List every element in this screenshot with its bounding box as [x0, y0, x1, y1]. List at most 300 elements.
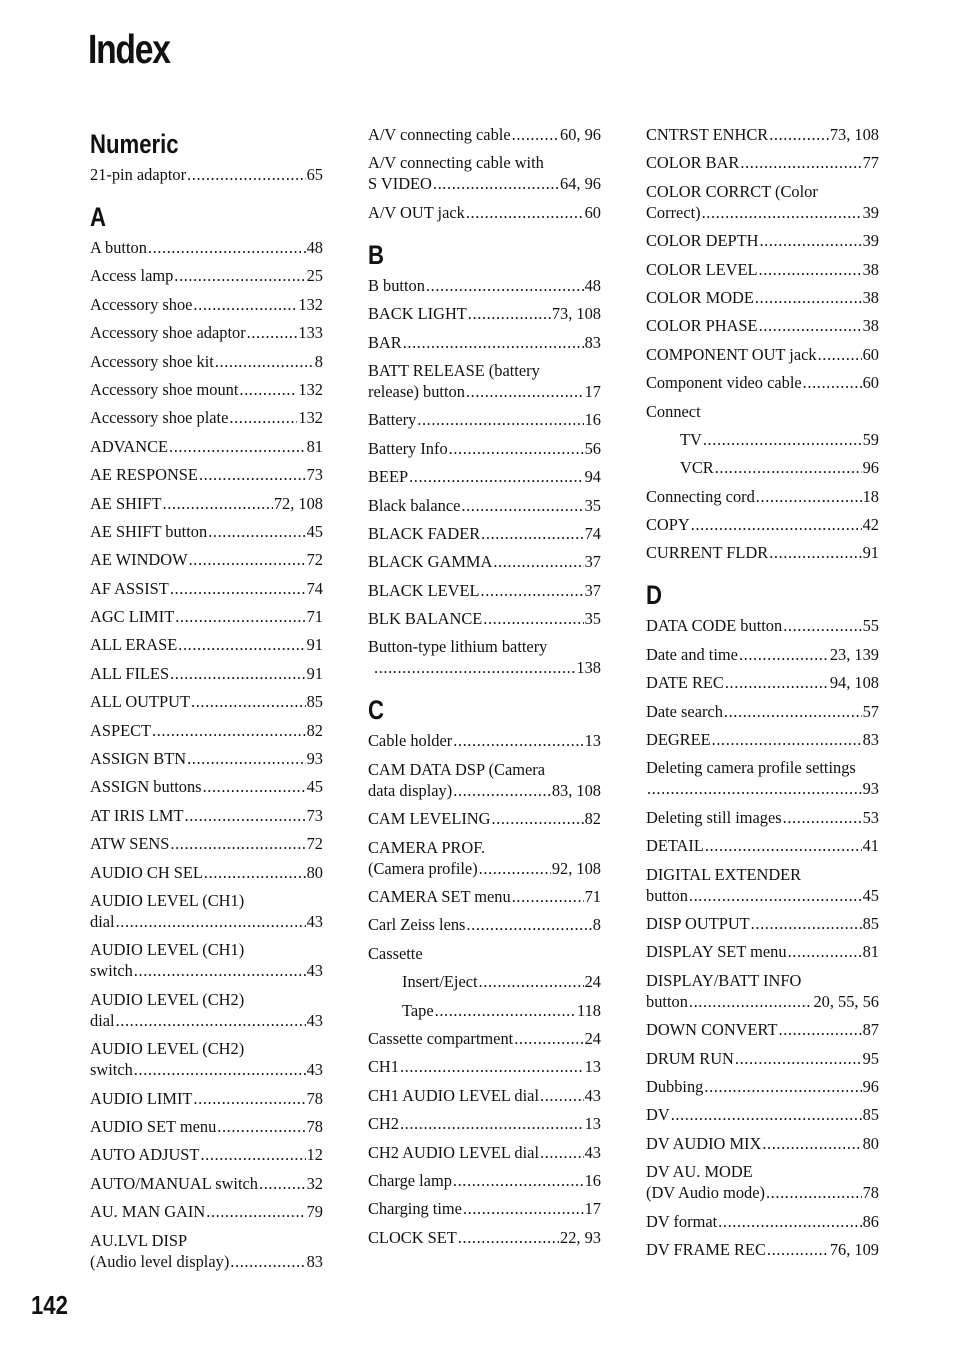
- entry-label: ASSIGN buttons: [90, 777, 202, 797]
- entry-label: DOWN CONVERT: [646, 1020, 778, 1040]
- dot-leader: [185, 805, 306, 826]
- entry-label: TV: [680, 429, 702, 449]
- entry-pages: 55: [862, 616, 879, 636]
- entry-line: [90, 691, 323, 712]
- entry-first-line: Deleting camera profile settings: [646, 758, 856, 778]
- entry-pages: 93: [862, 779, 879, 799]
- entry-line: [646, 152, 879, 173]
- dot-leader: [725, 672, 829, 693]
- entry-line: [646, 913, 879, 934]
- index-entry: [368, 808, 601, 829]
- entry-label: AUDIO SET menu: [90, 1116, 217, 1136]
- dot-leader: [751, 913, 862, 934]
- entry-label: CLOCK SET: [368, 1227, 457, 1247]
- dot-leader: [705, 835, 862, 856]
- entry-label: A button: [90, 238, 147, 257]
- index-entry: [90, 663, 323, 684]
- index-entry: [90, 890, 323, 932]
- entry-line: [90, 493, 323, 514]
- entry-line: [90, 1088, 323, 1109]
- index-entry: [90, 1116, 323, 1137]
- dot-leader: [755, 287, 862, 308]
- entry-label: ASSIGN BTN: [90, 749, 187, 769]
- entry-label: DV: [646, 1105, 670, 1125]
- entry-pages: 138: [576, 658, 601, 678]
- entry-line: [646, 835, 879, 856]
- entry-line: [368, 466, 601, 487]
- entry-label: DEGREE: [646, 730, 711, 750]
- entry-pages: 82: [306, 720, 323, 740]
- entry-label: DISPLAY SET menu: [646, 942, 787, 962]
- entry-label: Date search: [646, 701, 723, 721]
- entry-pages: 37: [584, 580, 601, 600]
- entry-pages: 53: [862, 807, 879, 827]
- entry-line: [646, 1104, 879, 1125]
- entry-label: CAM LEVELING: [368, 809, 491, 829]
- index-entry: [90, 989, 323, 1031]
- entry-pages: 32: [306, 1173, 323, 1193]
- entry-label: BLACK GAMMA: [368, 552, 493, 572]
- entry-pages: 57: [862, 701, 879, 721]
- entry-line: [368, 275, 601, 296]
- entry-pages: 71: [306, 607, 323, 627]
- entry-line: [368, 1227, 601, 1248]
- dot-leader: [483, 608, 583, 629]
- entry-pages: 94: [584, 467, 601, 487]
- entry-pages: 60, 96: [560, 125, 601, 144]
- dot-leader: [540, 1142, 584, 1163]
- entry-line: [90, 1251, 323, 1272]
- index-entry: [646, 344, 879, 365]
- entry-label: ASPECT: [90, 720, 152, 740]
- entry-label: Insert/Eject: [402, 972, 478, 992]
- index-entry: [368, 1198, 601, 1219]
- entry-pages: 93: [306, 749, 323, 769]
- entry-pages: 78: [306, 1088, 323, 1108]
- dot-leader: [152, 720, 306, 741]
- entry-line: [646, 1239, 879, 1260]
- index-entry: [646, 757, 879, 799]
- entry-line: [646, 778, 879, 799]
- entry-line: [646, 807, 879, 828]
- entry-label: COLOR LEVEL: [646, 259, 758, 279]
- index-entry: [368, 1085, 601, 1106]
- index-entry: [368, 943, 601, 964]
- section-heading: A: [90, 202, 106, 232]
- dot-leader: [116, 1010, 306, 1031]
- index-entry: [90, 691, 323, 712]
- index-entry: [90, 322, 323, 343]
- dot-leader: [740, 152, 861, 173]
- entry-label: BLACK LEVEL: [368, 580, 480, 600]
- entry-line: [90, 805, 323, 826]
- entry-pages: 80: [306, 862, 323, 882]
- entry-label: (Audio level display): [90, 1251, 230, 1271]
- index-entry: [646, 941, 879, 962]
- dot-leader: [466, 202, 584, 223]
- entry-label: Component video cable: [646, 373, 802, 393]
- entry-line: [646, 991, 879, 1012]
- entry-label: B button: [368, 275, 425, 295]
- dot-leader: [187, 748, 306, 769]
- entry-label: Accessory shoe mount: [90, 379, 239, 399]
- dot-leader: [169, 436, 306, 457]
- dot-leader: [259, 1173, 306, 1194]
- entry-label: ADVANCE: [90, 436, 169, 456]
- entry-pages: 18: [862, 486, 879, 506]
- dot-leader: [170, 833, 305, 854]
- entry-pages: 45: [306, 777, 323, 797]
- entry-pages: 35: [584, 609, 601, 629]
- entry-pages: 83: [584, 332, 601, 352]
- entry-first-line: AUDIO LEVEL (CH1): [90, 940, 245, 960]
- entry-pages: 43: [306, 1010, 323, 1030]
- entry-line: [368, 332, 601, 353]
- entry-label: AUDIO LIMIT: [90, 1088, 193, 1108]
- index-entry: [90, 1144, 323, 1165]
- dot-leader: [193, 1088, 305, 1109]
- index-entry: [368, 1113, 601, 1134]
- entry-pages: 132: [298, 294, 323, 314]
- entry-label: A/V connecting cable: [368, 125, 511, 144]
- entry-line: [368, 124, 601, 145]
- entry-line: [368, 438, 601, 459]
- index-entry: [90, 805, 323, 826]
- index-column-2: [368, 124, 601, 1255]
- index-entry: [646, 1211, 879, 1232]
- entry-label: DATA CODE button: [646, 616, 783, 636]
- entry-first-line: CAM DATA DSP (Camera: [368, 759, 546, 779]
- entry-line: [90, 776, 323, 797]
- entry-pages: 16: [584, 1170, 601, 1190]
- entry-pages: 25: [306, 266, 323, 286]
- dot-leader: [374, 657, 575, 678]
- entry-pages: 85: [862, 913, 879, 933]
- entry-pages: 72, 108: [273, 493, 323, 513]
- index-entry: [646, 181, 879, 223]
- entry-line: [368, 551, 601, 572]
- entry-label: dial: [90, 1010, 115, 1030]
- entry-label: AE RESPONSE: [90, 465, 198, 485]
- index-entry: [646, 315, 879, 336]
- index-entry: [646, 1048, 879, 1069]
- index-entry: [368, 759, 601, 801]
- entry-line: [90, 1173, 323, 1194]
- entry-line: [368, 914, 601, 935]
- entry-line: [90, 1059, 323, 1080]
- dot-leader: [712, 729, 862, 750]
- dot-leader: [215, 351, 314, 372]
- entry-pages: 64, 96: [560, 174, 601, 194]
- dot-leader: [453, 1170, 584, 1191]
- entry-pages: 85: [306, 692, 323, 712]
- dot-leader: [481, 523, 583, 544]
- entry-line: [90, 1201, 323, 1222]
- entry-label: AUTO ADJUST: [90, 1145, 200, 1165]
- index-entry: [368, 837, 601, 879]
- entry-label: AUDIO CH SEL: [90, 862, 203, 882]
- index-entry: [90, 833, 323, 854]
- entry-line: [90, 322, 323, 343]
- index-entry: [368, 1000, 601, 1021]
- entry-pages: 79: [306, 1202, 323, 1222]
- dot-leader: [191, 691, 306, 712]
- dot-leader: [491, 808, 583, 829]
- entry-label: CH1 AUDIO LEVEL dial: [368, 1085, 540, 1105]
- entry-label: DRUM RUN: [646, 1048, 734, 1068]
- entry-label: Cable holder: [368, 731, 453, 751]
- entry-pages: 73, 108: [829, 125, 879, 144]
- entry-label: Access lamp: [90, 266, 174, 286]
- entry-pages: 45: [306, 521, 323, 541]
- entry-label: COLOR PHASE: [646, 316, 758, 336]
- entry-line: [90, 606, 323, 627]
- dot-leader: [468, 303, 551, 324]
- entry-first-line: A/V connecting cable with: [368, 153, 544, 173]
- entry-first-line: BATT RELEASE (battery: [368, 360, 540, 380]
- entry-pages: 60: [584, 202, 601, 222]
- entry-line: [646, 259, 879, 280]
- entry-label: Tape: [402, 1000, 434, 1020]
- dot-leader: [783, 615, 861, 636]
- entry-line: [368, 1028, 601, 1049]
- dot-leader: [466, 381, 584, 402]
- entry-pages: 71: [584, 887, 601, 907]
- entry-label: VCR: [680, 458, 714, 478]
- entry-line: [90, 578, 323, 599]
- index-entry: [646, 1133, 879, 1154]
- index-entry: [646, 486, 879, 507]
- entry-line: [368, 381, 601, 402]
- entry-line: [90, 720, 323, 741]
- entry-label: Battery Info: [368, 438, 448, 458]
- dot-leader: [689, 885, 862, 906]
- dot-leader: [689, 991, 813, 1012]
- dot-leader: [479, 858, 551, 879]
- entry-pages: 24: [584, 1028, 601, 1048]
- index-entry: [90, 720, 323, 741]
- entry-label: Accessory shoe kit: [90, 351, 214, 371]
- entry-label: ALL ERASE: [90, 635, 178, 655]
- entry-pages: 17: [584, 381, 601, 401]
- entry-pages: 91: [862, 543, 879, 563]
- index-entry: [368, 360, 601, 402]
- entry-pages: 13: [584, 1114, 601, 1134]
- index-entry: [368, 438, 601, 459]
- dot-leader: [426, 275, 584, 296]
- entry-pages: 73, 108: [551, 304, 601, 324]
- entry-line: [90, 862, 323, 883]
- index-entry: [646, 230, 879, 251]
- entry-label: button: [646, 991, 688, 1011]
- entry-line: [368, 808, 601, 829]
- dot-leader: [178, 634, 305, 655]
- entry-line: [646, 615, 879, 636]
- entry-line: [646, 514, 879, 535]
- section-heading: C: [368, 695, 384, 726]
- dot-leader: [217, 1116, 305, 1137]
- dot-leader: [759, 230, 861, 251]
- entry-line: [90, 294, 323, 315]
- entry-line: [368, 409, 601, 430]
- entry-label: 21-pin adaptor: [90, 165, 187, 184]
- entry-pages: 133: [298, 323, 323, 343]
- entry-pages: 74: [584, 523, 601, 543]
- entry-line: [90, 265, 323, 286]
- dot-leader: [230, 1251, 305, 1272]
- dot-leader: [247, 322, 298, 343]
- entry-label: BEEP: [368, 467, 409, 487]
- index-entry: [90, 493, 323, 514]
- entry-label: CH2 AUDIO LEVEL dial: [368, 1142, 540, 1162]
- entry-line: [90, 663, 323, 684]
- entry-line: [90, 549, 323, 570]
- entry-label: AT IRIS LMT: [90, 805, 184, 825]
- index-entry: [90, 549, 323, 570]
- entry-label: DV AUDIO MIX: [646, 1133, 762, 1153]
- dot-leader: [769, 124, 829, 145]
- entry-label: Accessory shoe: [90, 294, 193, 314]
- entry-label: COMPONENT OUT jack: [646, 344, 817, 364]
- entry-line: [368, 1142, 601, 1163]
- index-entry: [90, 164, 323, 185]
- entry-line: [90, 748, 323, 769]
- page-title: Index: [88, 26, 170, 72]
- index-entry: [646, 1019, 879, 1040]
- index-entry: [646, 542, 879, 563]
- dot-leader: [417, 409, 583, 430]
- entry-label: A/V OUT jack: [368, 202, 465, 222]
- index-entry: [90, 521, 323, 542]
- entry-label: AF ASSIST: [90, 578, 169, 598]
- entry-pages: 132: [298, 379, 323, 399]
- index-entry: [646, 401, 879, 422]
- index-entry: [368, 523, 601, 544]
- index-entry: [646, 1076, 879, 1097]
- entry-label: AGC LIMIT: [90, 607, 175, 627]
- index-entry: [368, 730, 601, 751]
- index-entry: [646, 1239, 879, 1260]
- entry-pages: 13: [584, 731, 601, 751]
- index-entry: [646, 729, 879, 750]
- index-entry: [90, 379, 323, 400]
- entry-label: BAR: [368, 332, 402, 352]
- index-entry: [368, 608, 601, 629]
- index-entry: [646, 429, 879, 450]
- entry-line: [646, 1182, 879, 1203]
- dot-leader: [187, 164, 306, 185]
- entry-pages: 81: [306, 436, 323, 456]
- index-entry: [90, 748, 323, 769]
- index-entry: [90, 606, 323, 627]
- index-entry: [646, 970, 879, 1012]
- entry-line: [646, 486, 879, 507]
- index-entry: [90, 634, 323, 655]
- entry-line: [368, 303, 601, 324]
- entry-line: [646, 729, 879, 750]
- entry-pages: 12: [306, 1145, 323, 1165]
- dot-leader: [514, 1028, 583, 1049]
- dot-leader: [116, 911, 306, 932]
- entry-first-line: Connect: [646, 401, 701, 421]
- entry-pages: 45: [862, 885, 879, 905]
- dot-leader: [433, 173, 559, 194]
- index-entry: [90, 1230, 323, 1272]
- entry-first-line: AUDIO LEVEL (CH2): [90, 989, 245, 1009]
- dot-leader: [724, 701, 862, 722]
- dot-leader: [762, 1133, 861, 1154]
- index-entry: [646, 259, 879, 280]
- index-column-1: [90, 124, 323, 1279]
- dot-leader: [702, 202, 862, 223]
- index-entry: [368, 303, 601, 324]
- entry-pages: 35: [584, 495, 601, 515]
- entry-first-line: COLOR CORRCT (Color: [646, 181, 818, 201]
- dot-leader: [403, 332, 584, 353]
- dot-leader: [463, 1198, 584, 1219]
- entry-line: [368, 780, 601, 801]
- dot-leader: [769, 542, 861, 563]
- index-entry: [90, 1201, 323, 1222]
- entry-line: [90, 911, 323, 932]
- entry-pages: 78: [862, 1183, 879, 1203]
- entry-label: Charging time: [368, 1199, 462, 1219]
- dot-leader: [704, 1076, 861, 1097]
- entry-pages: 38: [862, 287, 879, 307]
- entry-label: ALL FILES: [90, 663, 170, 683]
- dot-leader: [647, 778, 862, 799]
- entry-pages: 92, 108: [551, 858, 601, 878]
- dot-leader: [691, 514, 862, 535]
- entry-line: [90, 1010, 323, 1031]
- dot-leader: [206, 1201, 305, 1222]
- index-entry: [646, 1161, 879, 1203]
- entry-first-line: Button-type lithium battery: [368, 637, 548, 657]
- dot-leader: [204, 862, 306, 883]
- entry-label: DETAIL: [646, 836, 704, 856]
- entry-pages: 96: [862, 458, 879, 478]
- dot-leader: [453, 730, 583, 751]
- entry-pages: 60: [862, 373, 879, 393]
- entry-line: [90, 464, 323, 485]
- entry-label: Dubbing: [646, 1076, 704, 1096]
- index-entry: [90, 351, 323, 372]
- entry-line: [368, 173, 601, 194]
- entry-label: Accessory shoe plate: [90, 408, 229, 428]
- entry-line: [646, 429, 879, 450]
- entry-line: [646, 885, 879, 906]
- entry-pages: 65: [306, 165, 323, 184]
- dot-leader: [199, 464, 306, 485]
- dot-leader: [453, 780, 551, 801]
- entry-line: [368, 1198, 601, 1219]
- index-entry: [646, 1104, 879, 1125]
- entry-pages: 16: [584, 410, 601, 430]
- dot-leader: [783, 807, 862, 828]
- entry-label: Black balance: [368, 495, 461, 515]
- entry-label: COLOR BAR: [646, 153, 740, 173]
- dot-leader: [512, 124, 559, 145]
- entry-label: S VIDEO: [368, 174, 432, 194]
- entry-label: BACK LIGHT: [368, 304, 467, 324]
- index-entry: [368, 332, 601, 353]
- dot-leader: [175, 606, 305, 627]
- dot-leader: [818, 344, 862, 365]
- entry-line: [646, 344, 879, 365]
- entry-label: (Camera profile): [368, 858, 478, 878]
- entry-line: [368, 523, 601, 544]
- index-entry: [368, 124, 601, 145]
